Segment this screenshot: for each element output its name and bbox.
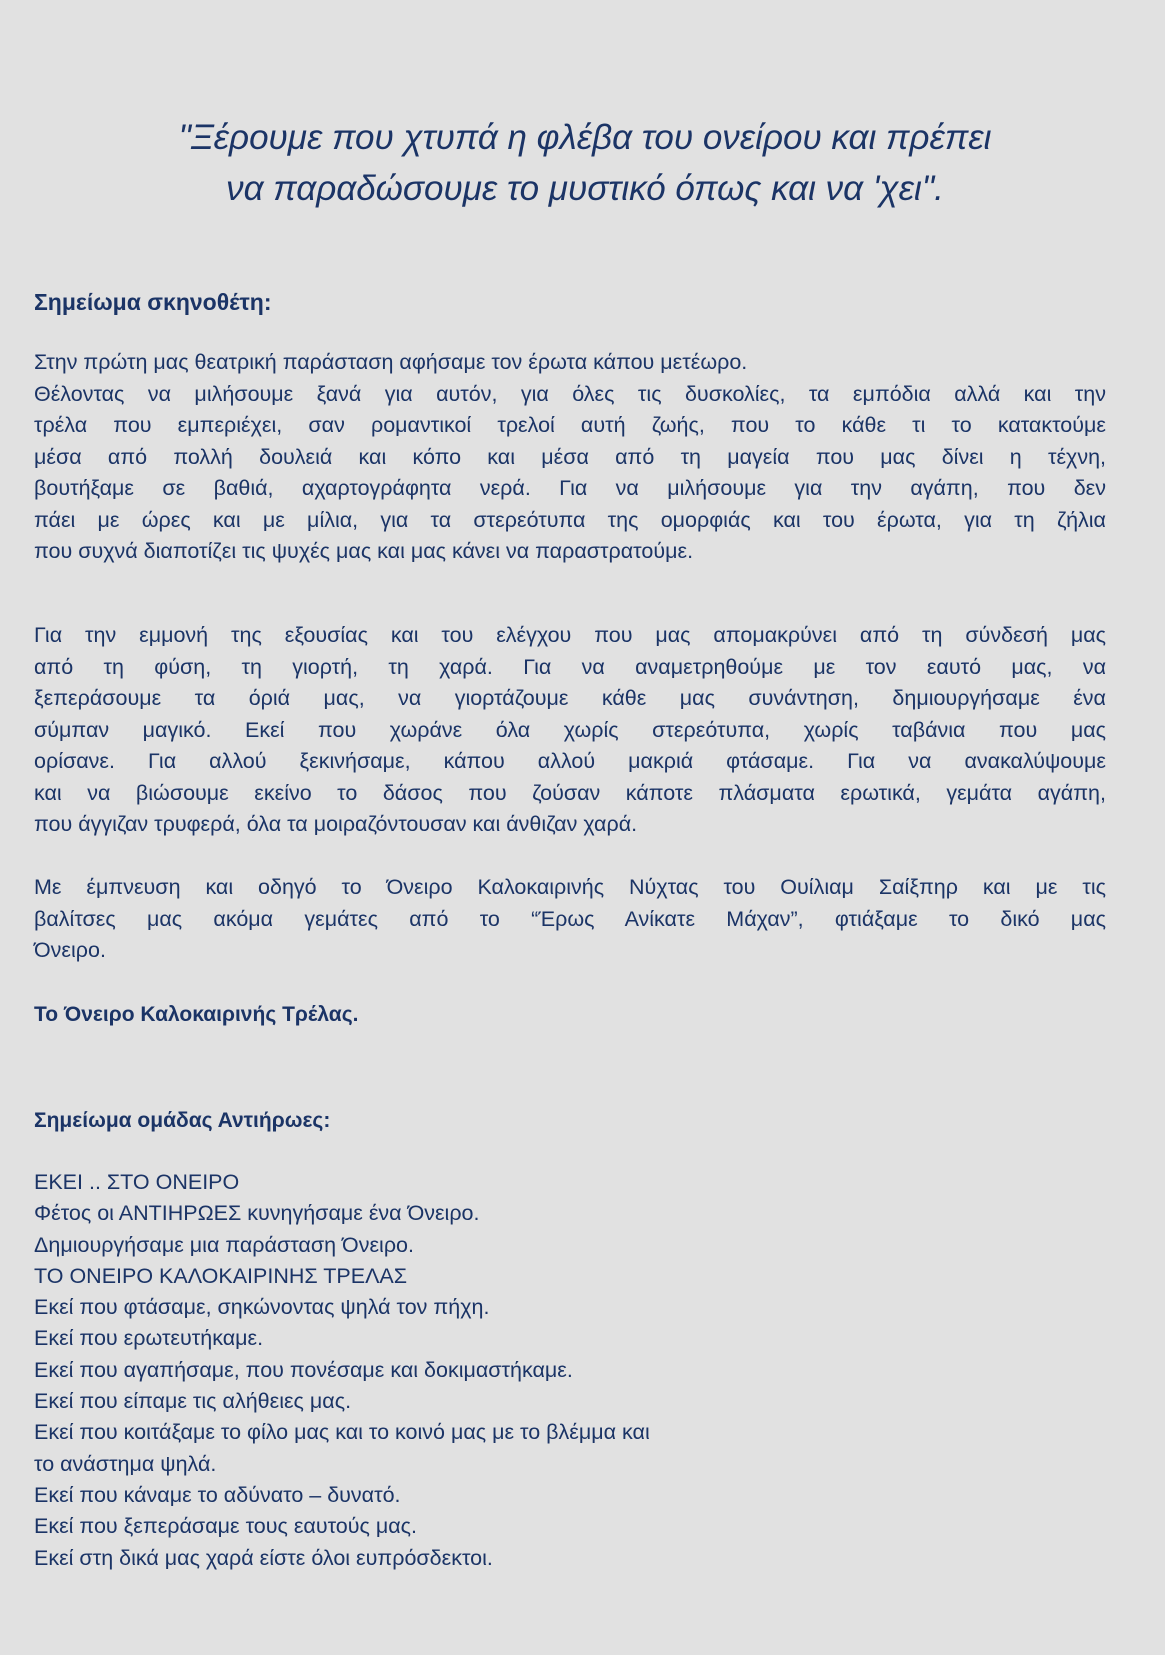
paragraph-line: και να βιώσουμε εκείνο το δάσος που ζούσαν κάποτε πλάσματα ερωτικά, γεμάτα αγάπη, xyxy=(34,780,1106,805)
paragraph-line: ξεπεράσουμε τα όριά μας, να γιορτάζουμε κάθε μας συνάντηση, δημιουργήσαμε ένα xyxy=(34,686,1106,710)
poem-line: Φέτος οι ΑΝΤΙΗΡΩΕΣ κυνηγήσαμε ένα Όνειρο. xyxy=(34,1201,480,1226)
team-poem xyxy=(34,1167,1106,1574)
director-note xyxy=(34,287,1106,318)
paragraph-line: Θέλοντας να μιλήσουμε ξανά για αυτόν, για όλες τις δυσκολίες, τα εμπόδια αλλά και την xyxy=(34,381,1106,406)
director-closing xyxy=(34,999,1106,1030)
paragraph-line: σύμπαν μαγικό. Εκεί που χωράνε όλα χωρίς στερεότυπα, χωρίς ταβάνια που μας xyxy=(34,717,1106,742)
paragraph-line: μέσα από πολλή δουλειά και κόπο και μέσα από τη μαγεία που μας δίνει η τέχνη, xyxy=(34,444,1106,469)
paragraph-line: πάει με ώρες και με μίλια, για τα στερεότυπα της ομορφιάς και του έρωτα, για τη ζήλια xyxy=(34,507,1106,532)
paragraph-line: ορίσανε. Για αλλού ξεκινήσαμε, κάπου αλλού μακριά φτάσαμε. Για να ανακαλύψουμε xyxy=(34,749,1106,773)
paragraph-line: Για την εμμονή της εξουσίας και του ελέγχου που μας απομακρύνει από τη σύνδεσή μας xyxy=(34,623,1106,647)
poem-line: Δημιουργήσαμε μια παράσταση Όνειρο. xyxy=(34,1232,414,1257)
paragraph-line: που συχνά διαποτίζει τις ψυχές μας και μας κάνει να παραστρατούμε. xyxy=(34,539,694,563)
poem-line: ΤΟ ΟΝΕΙΡΟ ΚΑΛΟΚΑΙΡΙΝΗΣ ΤΡΕΛΑΣ xyxy=(34,1263,408,1288)
director-paragraph-2 xyxy=(34,620,1106,841)
quote-line: να παραδώσουμε το μυστικό όπως και να 'χει". xyxy=(226,169,944,208)
paragraph-line: Με έμπνευση και οδηγό το Όνειρο Καλοκαιρινής Νύχτας του Ουίλιαμ Σαίξπηρ και με τις xyxy=(34,875,1106,899)
poem-line: Εκεί που φτάσαμε, σηκώνοντας ψηλά τον πήχη. xyxy=(34,1295,490,1320)
poem-line: Εκεί που ερωτευτήκαμε. xyxy=(34,1326,264,1351)
poem-line: Εκεί στη δικά μας χαρά είστε όλοι ευπρόσδεκτοι. xyxy=(34,1545,493,1570)
poem-line: Εκεί που είπαμε τις αλήθειες μας. xyxy=(34,1389,352,1414)
poem-line: Εκεί που αγαπήσαμε, που πονέσαμε και δοκιμαστήκαμε. xyxy=(34,1357,573,1382)
poem-line: Εκεί που κάναμε το αδύνατο – δυνατό. xyxy=(34,1482,401,1507)
epigraph-quote xyxy=(60,112,1110,214)
poem-line: Εκεί που κοιτάξαμε το φίλο μας και το κοινό μας με το βλέμμα και xyxy=(34,1420,650,1445)
closing-title: Το Όνειρο Καλοκαιρινής Τρέλας. xyxy=(34,1003,359,1026)
director-note-heading: Σημείωμα σκηνοθέτη: xyxy=(34,289,272,315)
paragraph-line: που άγγιζαν τρυφερά, όλα τα μοιραζόντουσαν και άνθιζαν χαρά. xyxy=(34,812,638,836)
team-note xyxy=(34,1105,1106,1136)
team-note-heading: Σημείωμα ομάδας Αντιήρωες: xyxy=(34,1109,331,1132)
paragraph-line: Όνειρο. xyxy=(34,938,106,962)
director-paragraph-1 xyxy=(34,347,1106,568)
paragraph-line: τρέλα που εμπεριέχει, σαν ρομαντικοί τρελοί αυτή ζωής, που το κάθε τι το κατακτούμε xyxy=(34,413,1106,437)
poem-line: Εκεί που ξεπεράσαμε τους εαυτούς μας. xyxy=(34,1514,417,1539)
director-paragraph-3 xyxy=(34,872,1106,967)
paragraph-line: βαλίτσες μας ακόμα γεμάτες από το “Έρως Ανίκατε Μάχαν”, φτιάξαμε το δικό μας xyxy=(34,906,1106,931)
quote-line: "Ξέρουμε που χτυπά η φλέβα του ονείρου και πρέπει xyxy=(178,118,992,157)
paragraph-line: Στην πρώτη μας θεατρική παράσταση αφήσαμε τον έρωτα κάπου μετέωρο. xyxy=(34,350,748,374)
paragraph-line: βουτήξαμε σε βαθιά, αχαρτογράφητα νερά. Για να μιλήσουμε για την αγάπη, που δεν xyxy=(34,476,1106,500)
poem-line: το ανάστημα ψηλά. xyxy=(34,1451,217,1476)
paragraph-line: από τη φύση, τη γιορτή, τη χαρά. Για να αναμετρηθούμε με τον εαυτό μας, να xyxy=(34,654,1106,679)
poem-line: ΕΚΕΙ .. ΣΤΟ ΟΝΕΙΡΟ xyxy=(34,1170,240,1194)
